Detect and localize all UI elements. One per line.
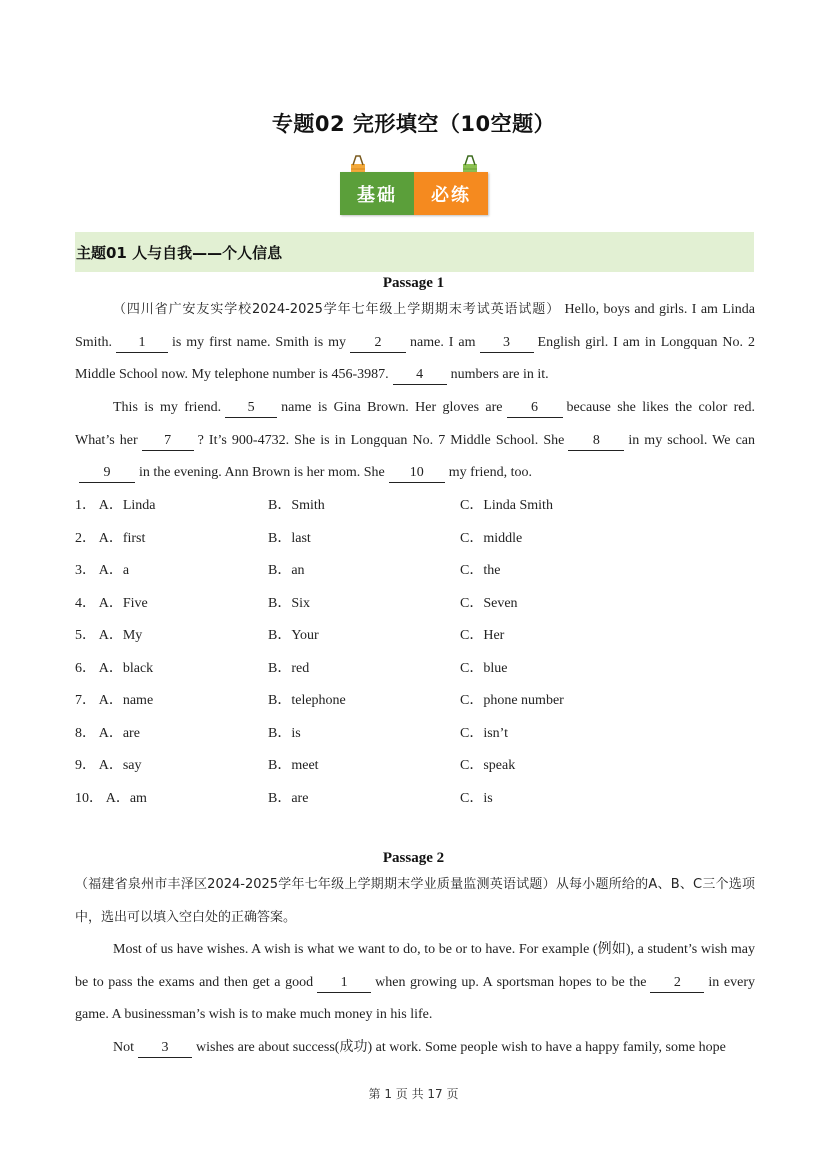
p2-blank-1: 1 <box>317 974 371 993</box>
section-heading: 主题01 人与自我——个人信息 <box>76 243 283 262</box>
question-option-c[interactable]: C．is <box>460 790 493 806</box>
passage-2-paragraph-1: Most of us have wishes. A wish is what we want to do, to be or to have. For example (例如), a student’s wish may be to pass the exams and then get a good 1 when growing up. A sportsman hopes to be the 2 in every game. A businessman’s wish is to make much money in his life. <box>75 942 755 1022</box>
passage-1-paragraph-1: （四川省广安友实学校2024-2025学年七年级上学期期末考试英语试题） Hello, boys and girls. I am Linda Smith. 1 is my first name. Smith is my 2 name. I am 3 English girl. I am in Longquan No. 2 Middle School now. My telephone number is 456-3987. 4 numbers are in it. <box>75 294 755 392</box>
passage-1-options <box>75 490 755 815</box>
question-option-c[interactable]: C．middle <box>460 530 523 546</box>
question-option-a[interactable]: 7． A．name <box>75 693 154 708</box>
question-option-b[interactable]: B．last <box>268 530 311 546</box>
question-option-b[interactable]: B．Your <box>268 628 319 643</box>
question-option-b[interactable]: B．an <box>268 563 305 578</box>
blank-1: 1 <box>116 334 168 353</box>
question-option-c[interactable]: C．phone number <box>460 693 564 708</box>
question-option-c[interactable]: C．speak <box>460 758 516 773</box>
question-option-a[interactable]: 4． A．Five <box>75 595 148 611</box>
question-option-b[interactable]: B．telephone <box>268 693 346 708</box>
question-option-a[interactable]: 10． A．am <box>75 790 147 806</box>
document-title: 专题02 完形填空（10空题） <box>271 112 556 136</box>
question-row <box>75 523 755 556</box>
blank-7: 7 <box>142 432 194 451</box>
p2-blank-2: 2 <box>650 974 704 993</box>
question-option-b[interactable]: B．red <box>268 660 310 676</box>
question-row <box>75 653 755 686</box>
blank-9: 9 <box>79 464 135 483</box>
blank-3: 3 <box>480 334 534 353</box>
blank-10: 10 <box>389 464 445 483</box>
question-option-a[interactable]: 1． A．Linda <box>75 498 156 513</box>
question-option-b[interactable]: B．are <box>268 790 309 806</box>
question-row <box>75 620 755 653</box>
question-option-a[interactable]: 5． A．My <box>75 628 143 643</box>
practice-badge <box>340 172 488 215</box>
question-row <box>75 718 755 751</box>
blank-5: 5 <box>225 399 277 418</box>
question-row <box>75 750 755 783</box>
blank-6: 6 <box>507 399 563 418</box>
question-option-c[interactable]: C．Linda Smith <box>460 498 553 513</box>
question-row <box>75 588 755 621</box>
question-option-b[interactable]: B．meet <box>268 758 319 773</box>
question-option-a[interactable]: 3． A．a <box>75 563 130 578</box>
question-row <box>75 685 755 718</box>
blank-4: 4 <box>393 366 447 385</box>
passage-1-paragraph-2: This is my friend. 5 name is Gina Brown. Her gloves are 6 because she likes the color red. What’s her 7 ? It’s 900-4732. She is in Longquan No. 7 Middle School. She 8 in my school. We can9 in the evening. Ann Brown is her mom. She 10 my friend, too. <box>75 392 755 490</box>
blank-8: 8 <box>568 432 624 451</box>
badge-practice-label: 必练 <box>414 172 488 215</box>
question-option-b[interactable]: B．is <box>268 725 301 741</box>
question-option-a[interactable]: 2． A．first <box>75 530 146 546</box>
question-row <box>75 490 755 523</box>
question-option-a[interactable]: 8． A．are <box>75 725 140 741</box>
question-option-b[interactable]: B．Smith <box>268 498 325 513</box>
question-option-a[interactable]: 9． A．say <box>75 758 142 773</box>
badge-basic-label: 基础 <box>340 172 414 215</box>
question-option-c[interactable]: C．blue <box>460 660 508 676</box>
section-heading-bar <box>75 232 754 272</box>
blank-2: 2 <box>350 334 406 353</box>
question-row <box>75 783 755 816</box>
passage-2-paragraph-2: Not 3 wishes are about success(成功) at work. Some people wish to have a happy family, some hope <box>75 1032 755 1065</box>
question-option-a[interactable]: 6． A．black <box>75 660 154 676</box>
page-footer: 第 1 页 共 17 页 <box>368 1087 459 1101</box>
question-option-b[interactable]: B．Six <box>268 595 311 611</box>
question-option-c[interactable]: C．the <box>460 563 501 578</box>
p2-blank-3: 3 <box>138 1039 192 1058</box>
question-option-c[interactable]: C．Her <box>460 628 505 643</box>
passage-1-title: Passage 1 <box>382 275 445 291</box>
passage-1-source: （四川省广安友实学校2024-2025学年七年级上学期期末考试英语试题） <box>113 302 561 317</box>
passage-2-title: Passage 2 <box>382 850 445 866</box>
passage-2-intro: （福建省泉州市丰泽区2024-2025学年七年级上学期期末学业质量监测英语试题）从每小题所给的A、B、C三个选项中，选出可以填入空白处的正确答案。 <box>75 877 755 925</box>
question-row <box>75 555 755 588</box>
question-option-c[interactable]: C．Seven <box>460 595 518 611</box>
question-option-c[interactable]: C．isn’t <box>460 725 508 741</box>
